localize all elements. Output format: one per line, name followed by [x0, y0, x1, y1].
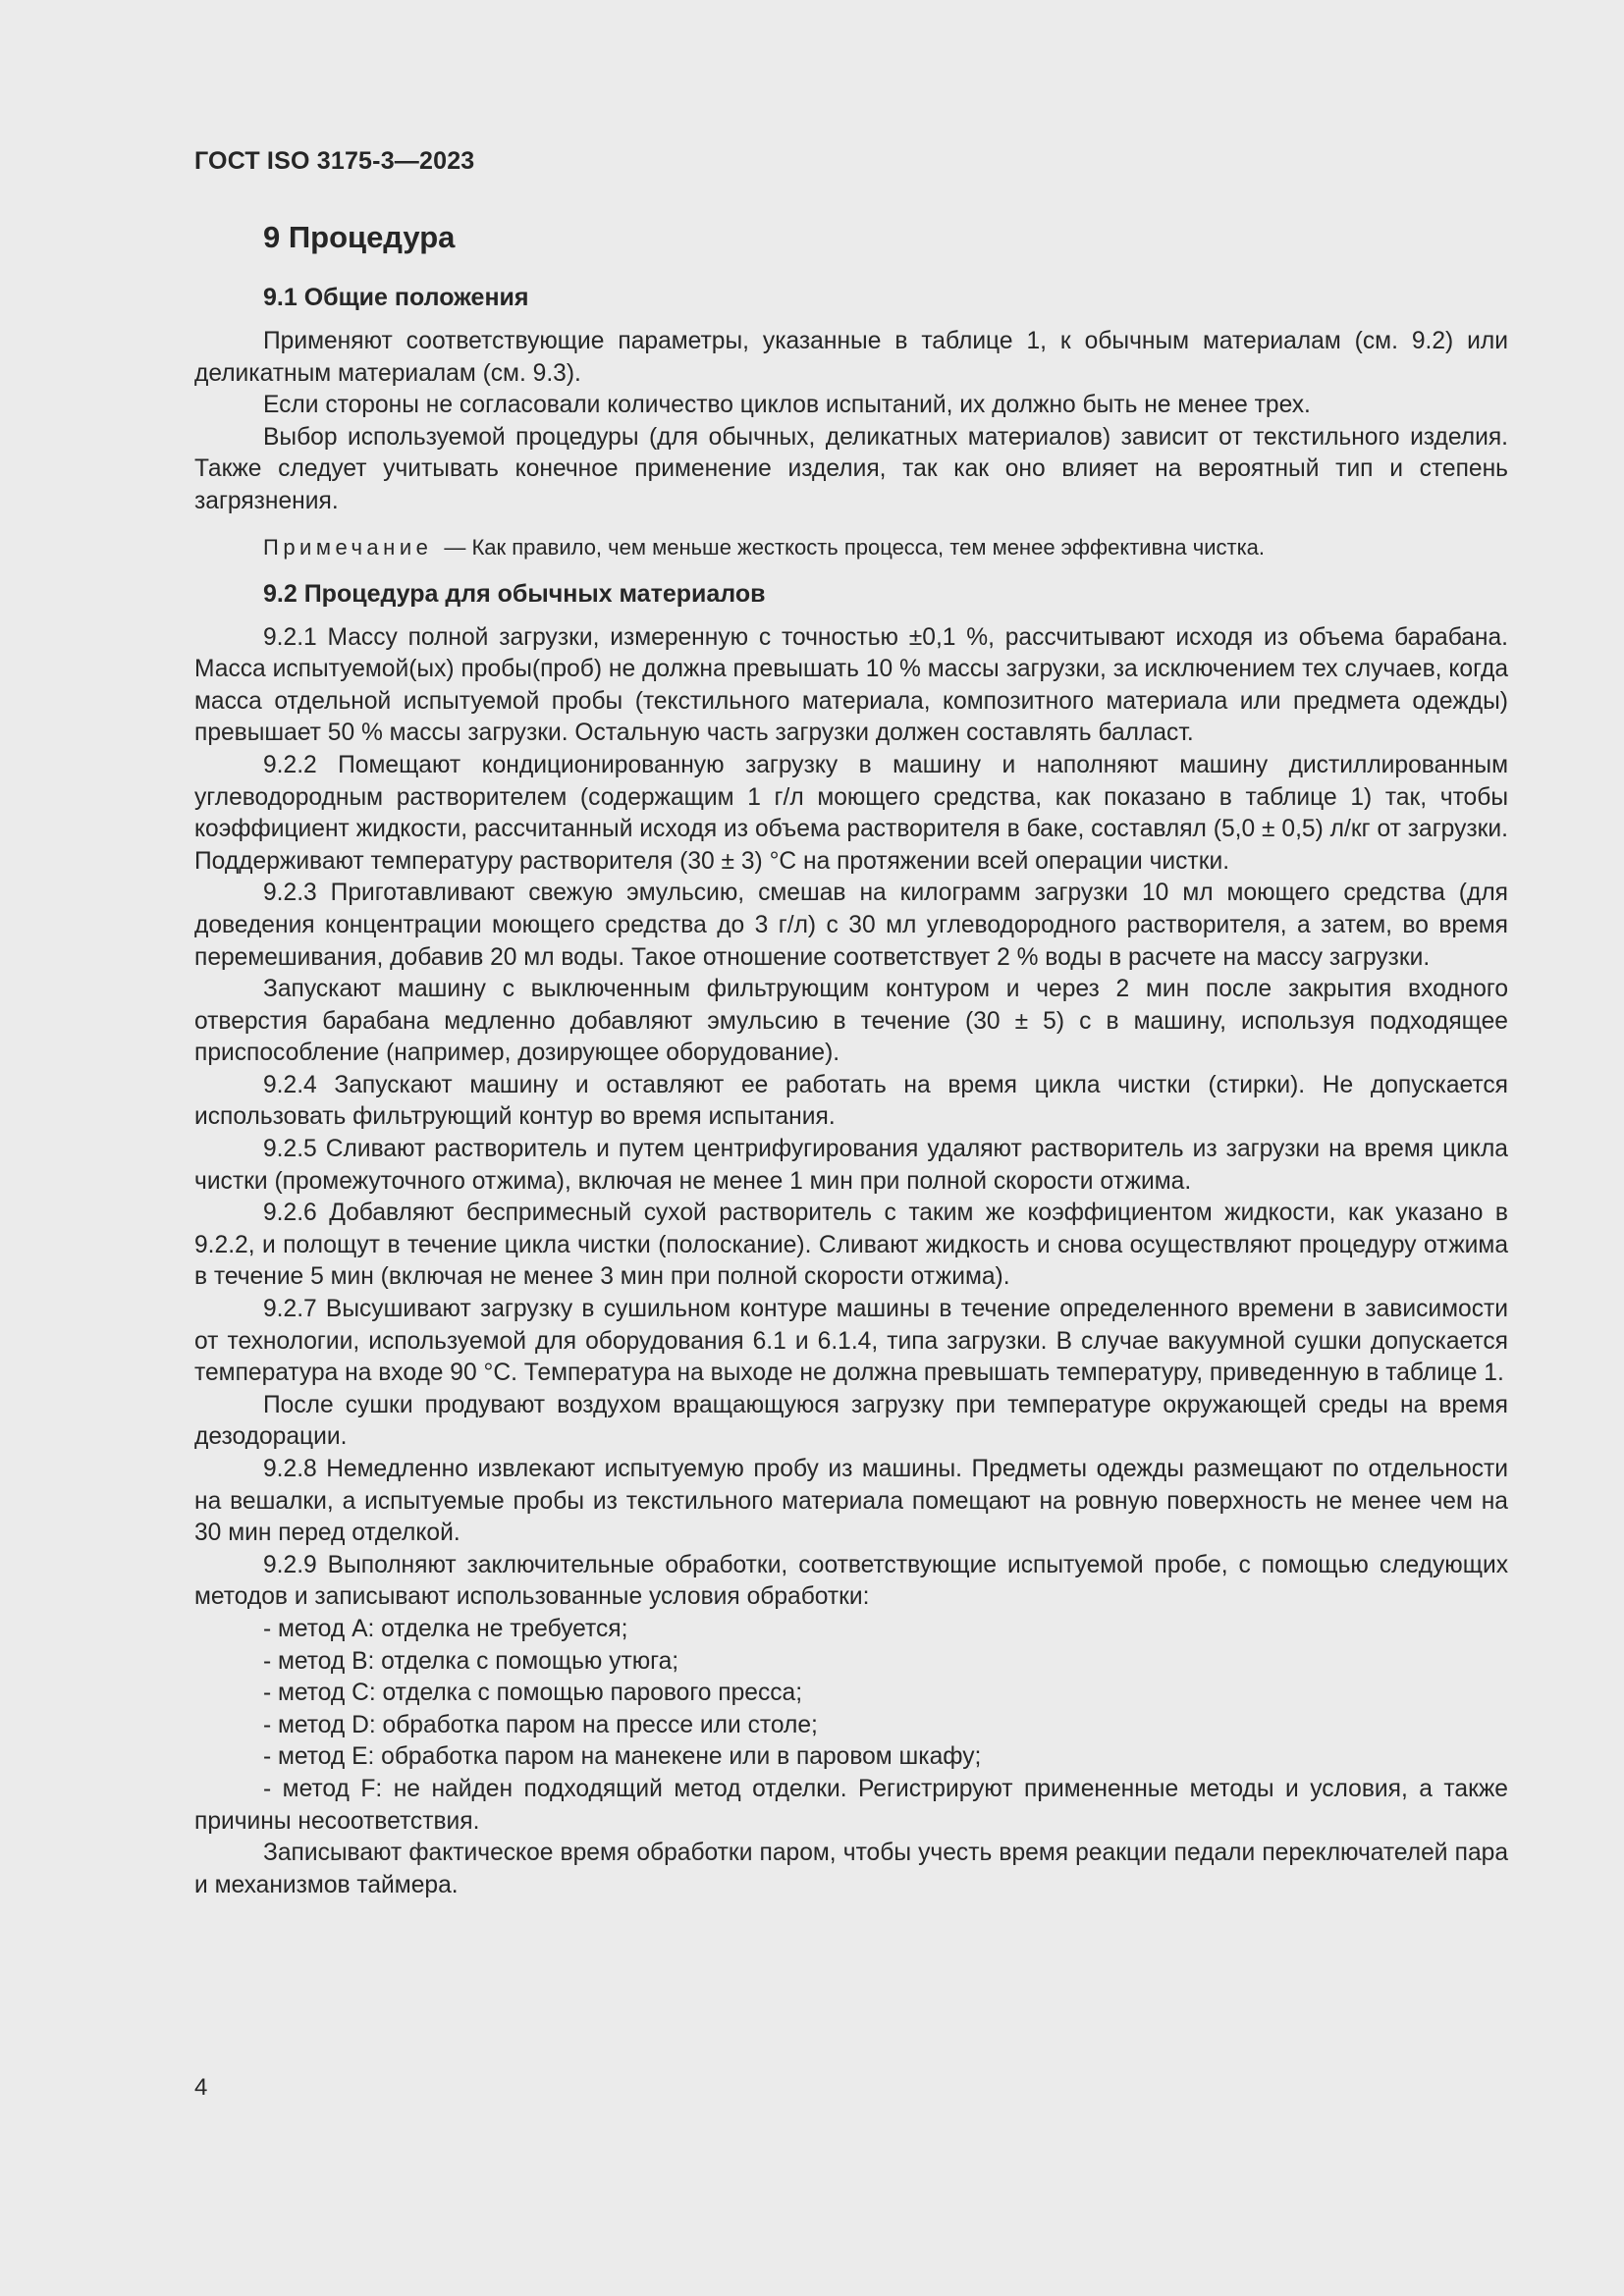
paragraph: Запускают машину с выключенным фильтрующим контуром и через 2 мин после закрытия входного отверстия барабана медленно добавляют эмульсию в течение (30 ± 5) с в машину, используя подходящее приспособление (например, дозирующее оборудование).: [194, 976, 1508, 1067]
paragraph: Применяют соответствующие параметры, указанные в таблице 1, к обычным материалам (см. 9.2) или деликатным материалам (см. 9.3).: [194, 328, 1508, 387]
section-title: 9 Процедура: [263, 220, 456, 254]
list-item: - метод D: обработка паром на прессе или столе;: [263, 1711, 818, 1738]
paragraph-9-2-5: 9.2.5 Сливают растворитель и путем центрифугирования удаляют растворитель из загрузки на время цикла чистки (промежуточного отжима), включая не менее 1 мин при полной скорости отжима.: [194, 1136, 1508, 1195]
page-number: 4: [194, 2074, 208, 2101]
note-text: — Как правило, чем меньше жесткость процесса, тем менее эффективна чистка.: [444, 534, 1266, 560]
paragraph-9-2-6: 9.2.6 Добавляют беспримесный сухой растворитель с таким же коэффициентом жидкости, как указано в 9.2.2, и полощут в течение цикла чистки (полоскание). Сливают жидкость и снова осуществляют процедуру отжима в течение 5 мин (включая не менее 3 мин при полной скорости отжима).: [194, 1200, 1508, 1291]
list-item: - метод В: отделка с помощью утюга;: [263, 1647, 679, 1675]
paragraph: Выбор используемой процедуры (для обычных, деликатных материалов) зависит от текстильного изделия. Также следует учитывать конечное применение изделия, так как оно влияет на вероятный тип и степень загрязнения.: [194, 423, 1508, 514]
paragraph-9-2-4: 9.2.4 Запускают машину и оставляют ее работать на время цикла чистки (стирки). Не допускается использовать фильтрующий контур во время испытания.: [194, 1071, 1508, 1131]
paragraph-9-2-7: 9.2.7 Высушивают загрузку в сушильном контуре машины в течение определенного времени в зависимости от технологии, используемой для оборудования 6.1 и 6.1.4, типа загрузки. В случае вакуумной сушки допускается температура на входе 90 °С. Температура на выходе не должна превышать температуру, приведенную в таблице 1.: [194, 1296, 1508, 1387]
paragraph: Записывают фактическое время обработки паром, чтобы учесть время реакции педали переключателей пара и механизмов таймера.: [194, 1840, 1508, 1898]
paragraph-9-2-8: 9.2.8 Немедленно извлекают испытуемую пробу из машины. Предметы одежды размещают по отдельности на вешалки, а испытуемые пробы из текстильного материала помещают на ровную поверхность не менее чем на 30 мин перед отделкой.: [194, 1456, 1508, 1547]
subsection-title-9-2: 9.2 Процедура для обычных материалов: [263, 579, 766, 608]
list-item: - метод F: не найден подходящий метод отделки. Регистрируют примененные методы и условия, а также причины несоответствия.: [194, 1775, 1508, 1835]
paragraph-9-2-9: 9.2.9 Выполняют заключительные обработки, соответствующие испытуемой пробе, с помощью следующих методов и записывают использованные условия обработки:: [194, 1551, 1508, 1611]
list-item: - метод Е: обработка паром на манекене или в паровом шкафу;: [263, 1743, 982, 1771]
document-header: ГОСТ ISO 3175-3—2023: [194, 147, 475, 175]
paragraph: После сушки продувают воздухом вращающуюся загрузку при температуре окружающей среды на время дезодорации.: [194, 1391, 1508, 1451]
paragraph-9-2-1: 9.2.1 Массу полной загрузки, измеренную с точностью ±0,1 %, рассчитывают исходя из объема барабана. Масса испытуемой(ых) пробы(проб) не должна превышать 10 % массы загрузки, за исключением тех случаев, когда масса отдельной испытуемой пробы (текстильного материала, композитного материала или предмета одежды) превышает 50 % массы загрузки. Остальную часть загрузки должен составлять балласт.: [194, 623, 1508, 747]
subsection-title-9-1: 9.1 Общие положения: [263, 284, 529, 311]
paragraph: Если стороны не согласовали количество циклов испытаний, их должно быть не менее трех.: [263, 392, 1311, 419]
document-body: [194, 218, 1508, 1901]
list-item: - метод С: отделка с помощью парового пресса;: [263, 1680, 803, 1707]
list-item: - метод А: отделка не требуется;: [263, 1615, 628, 1642]
note-label: Примечание: [263, 534, 433, 560]
paragraph-9-2-3: 9.2.3 Приготавливают свежую эмульсию, смешав на килограмм загрузки 10 мл моющего средства (для доведения концентрации моющего средства до 3 г/л) с 30 мл углеводородного растворителя, а затем, во время перемешивания, добавив 20 мл воды. Такое отношение соответствует 2 % воды в расчете на массу загрузки.: [194, 880, 1508, 971]
note: [194, 532, 1508, 563]
paragraph-9-2-2: 9.2.2 Помещают кондиционированную загрузку в машину и наполняют машину дистиллированным углеводородным растворителем (содержащим 1 г/л моющего средства, как показано в таблице 1) так, чтобы коэффициент жидкости, рассчитанный исходя из объема растворителя в баке, составлял (5,0 ± 0,5) л/кг от загрузки. Поддерживают температуру растворителя (30 ± 3) °С на протяжении всей операции чистки.: [194, 751, 1508, 875]
